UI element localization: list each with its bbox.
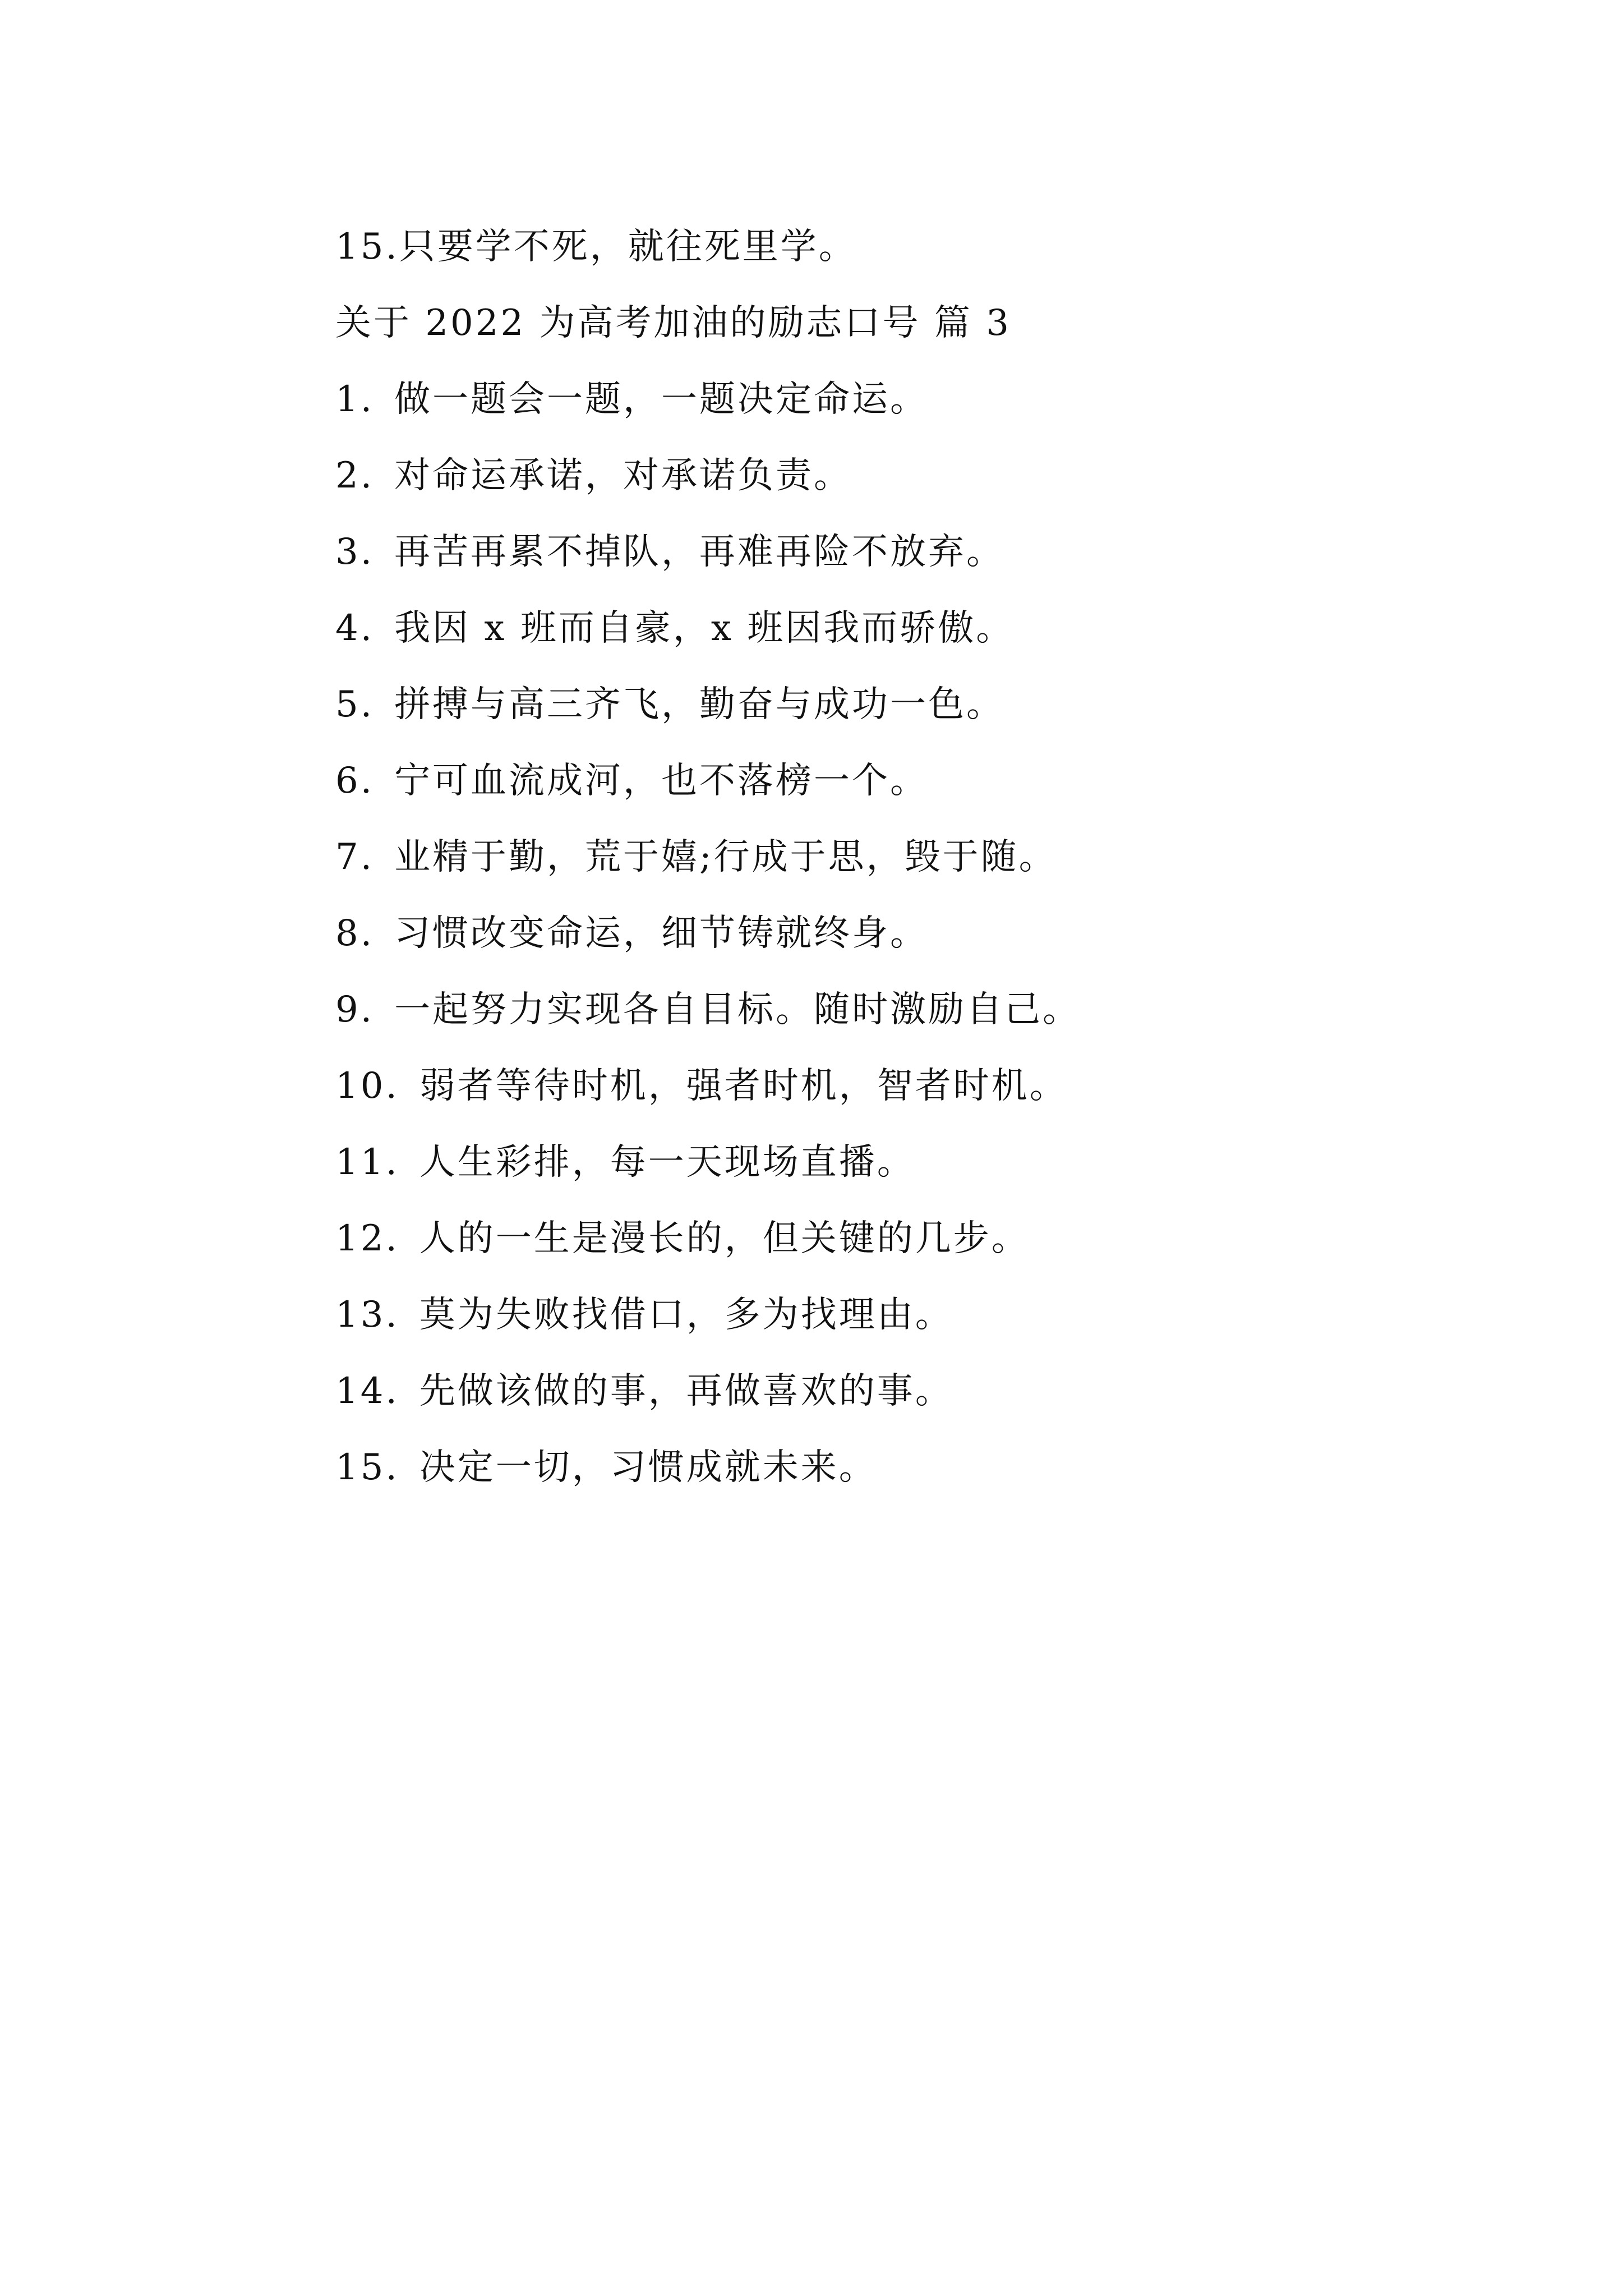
list-item	[335, 1200, 1457, 1277]
item-number: 12.	[335, 1218, 399, 1259]
list-item	[335, 1124, 1457, 1200]
list-item	[335, 972, 1457, 1048]
item-text: 弱者等待时机，强者时机，智者时机。	[419, 1065, 1068, 1107]
section-heading: 关于 2022 为高考加油的励志口号 篇 3	[335, 302, 1011, 344]
item-number: 5.	[335, 684, 375, 725]
item-text: 我因 x 班而自豪，x 班因我而骄傲。	[394, 608, 1015, 649]
item-number: 4.	[335, 608, 375, 649]
item-text: 人生彩排，每一天现场直播。	[419, 1142, 915, 1183]
item-number: 6.	[335, 760, 375, 802]
item-text: 对命运承诺，对承诺负责。	[394, 455, 852, 496]
item-number: 10.	[335, 1065, 399, 1107]
list-item	[335, 743, 1457, 819]
item-number: 7.	[335, 836, 375, 878]
document-body	[335, 209, 1457, 1506]
list-item	[335, 895, 1457, 972]
item-text: 只要学不死，就往死里学。	[399, 226, 857, 268]
item-text: 莫为失败找借口，多为找理由。	[419, 1294, 953, 1336]
item-number: 13.	[335, 1294, 399, 1336]
item-text: 宁可血流成河，也不落榜一个。	[394, 760, 929, 802]
item-text: 业精于勤，荒于嬉;行成于思，毁于随。	[394, 836, 1057, 878]
item-number: 8.	[335, 913, 375, 954]
list-item	[335, 438, 1457, 514]
item-number: 11.	[335, 1142, 399, 1183]
list-item	[335, 666, 1457, 743]
item-text: 习惯改变命运，细节铸就终身。	[394, 913, 929, 954]
item-text: 先做该做的事，再做喜欢的事。	[419, 1370, 953, 1412]
item-number: 15.	[335, 226, 399, 268]
item-number: 14.	[335, 1370, 399, 1412]
item-text: 决定一切，习惯成就未来。	[419, 1447, 877, 1488]
item-number: 9.	[335, 989, 375, 1030]
item-number: 3.	[335, 531, 375, 573]
list-item	[335, 1048, 1457, 1124]
list-item	[335, 1429, 1457, 1506]
item-text: 人的一生是漫长的，但关键的几步。	[419, 1218, 1030, 1259]
item-text: 再苦再累不掉队，再难再险不放弃。	[394, 531, 1005, 573]
list-item	[335, 590, 1457, 666]
item-text: 拼搏与高三齐飞，勤奋与成功一色。	[394, 684, 1005, 725]
list-item	[335, 819, 1457, 895]
item-number: 2.	[335, 455, 375, 496]
item-text: 做一题会一题，一题决定命运。	[394, 379, 929, 420]
list-item	[335, 1277, 1457, 1353]
list-item-top	[335, 209, 1457, 285]
item-number: 1.	[335, 379, 375, 420]
item-text: 一起努力实现各自目标。随时激励自己。	[394, 989, 1081, 1030]
list-item	[335, 1353, 1457, 1429]
list-item	[335, 514, 1457, 590]
item-number: 15.	[335, 1447, 399, 1488]
list-item	[335, 361, 1457, 438]
